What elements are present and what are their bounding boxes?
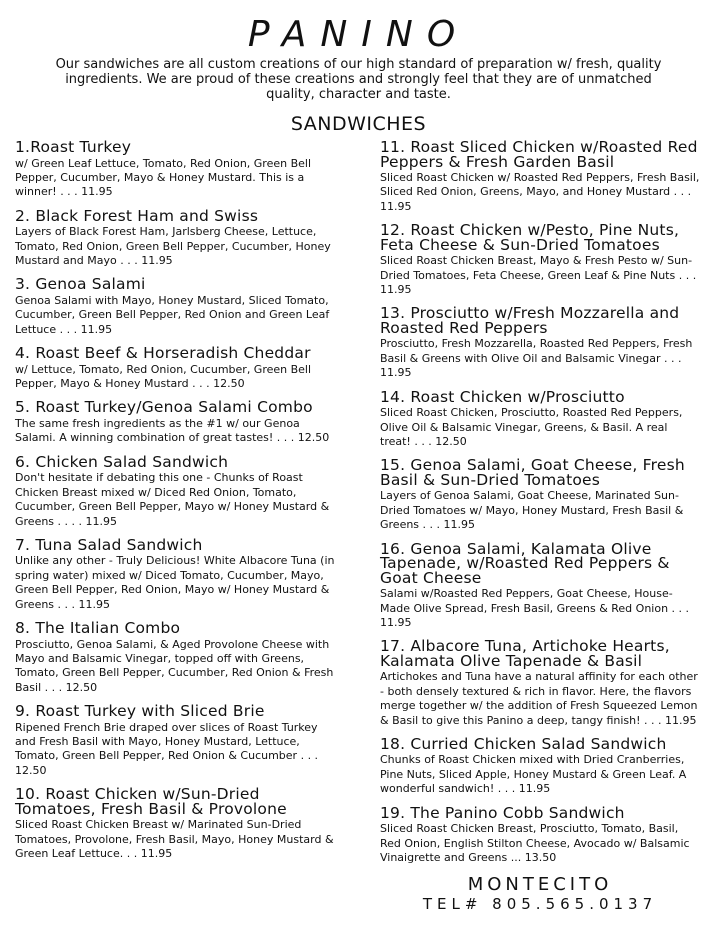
menu-item-description: Sliced Roast Chicken Breast w/ Marinated Sun-Dried Tomatoes, Provolone, Fresh Basil, Mayo, Honey Mustard & Green Leaf Lettuce. . . 11.95 <box>15 818 334 861</box>
menu-item <box>15 704 335 778</box>
menu-item <box>15 452 335 529</box>
menu-item-name: 1.Roast Turkey <box>15 138 132 156</box>
menu-item-description: w/ Green Leaf Lettuce, Tomato, Red Onion, Green Bell Pepper, Cucumber, Mayo & Honey Mustard. This is a winner! . . . 11.95 <box>15 156 312 199</box>
menu-item-name: 10. Roast Chicken w/Sun-Dried Tomatoes, Fresh Basil & Provolone <box>15 785 287 818</box>
menu-item <box>380 387 700 450</box>
menu-item-description: Sliced Roast Chicken Breast, Prosciutto, Tomato, Basil, Red Onion, English Stilton Cheese, Avocado w/ Balsamic Vinaigrette and Greens ... 13.50 <box>380 822 690 864</box>
menu-item-description: Prosciutto, Fresh Mozzarella, Roasted Red Peppers, Fresh Basil & Greens with Olive Oil and Balsamic Vinegar . . . 11.95 <box>380 337 693 380</box>
menu-item-name: 14. Roast Chicken w/Prosciutto <box>380 387 625 406</box>
menu-item <box>380 223 700 297</box>
menu-item <box>380 458 700 532</box>
menu-item-name: 18. Curried Chicken Salad Sandwich <box>380 734 667 753</box>
menu-column-right <box>380 140 700 874</box>
menu-item <box>380 539 700 631</box>
section-title: SANDWICHES <box>290 113 427 135</box>
menu-item-description: Prosciutto, Genoa Salami, & Aged Provolone Cheese with Mayo and Balsamic Vinegar, topped off with Greens, Tomato, Green Bell Pepper, Cucumber, Red Onion & Fresh Basil . . . 12.50 <box>15 637 334 694</box>
menu-item-description: Don't hesitate if debating this one - Chunks of Roast Chicken Breast mixed w/ Diced Red Onion, Tomato, Cucumber, Green Bell Pepper, Mayo w/ Honey Mustard & Greens . . . . 11.95 <box>15 471 330 528</box>
menu-item <box>15 140 335 200</box>
menu-item <box>15 277 335 337</box>
intro-text: Our sandwiches are all custom creations of our high standard of preparation w/ fresh, quality ingredients. We are proud of these creations and strongly feel that they are of unmatched quality, character and taste. <box>55 57 662 102</box>
page-title: PANINO <box>247 14 470 55</box>
menu-item-description: Artichokes and Tuna have a natural affinity for each other - both densely textured & rich in flavor. Here, the flavors merge together w/ the addition of Fresh Squeezed Lemon & Basil to give this Panino a deep, tangy finish! . . . 11.95 <box>380 670 698 727</box>
menu-item-description: Chunks of Roast Chicken mixed with Dried Cranberries, Pine Nuts, Sliced Apple, Honey Mustard & Green Leaf. A wonderful sandwich! . . . 11.95 <box>380 753 687 796</box>
menu-item-name: 6. Chicken Salad Sandwich <box>15 452 229 471</box>
menu-item-description: Sliced Roast Chicken w/ Roasted Red Peppers, Fresh Basil, Sliced Red Onion, Greens, Mayo, and Honey Mustard . . . 11.95 <box>380 171 700 213</box>
menu-item <box>380 803 700 866</box>
menu-item <box>380 639 700 728</box>
menu-item-name: 7. Tuna Salad Sandwich <box>15 535 203 554</box>
menu-item <box>380 734 700 797</box>
menu-item <box>15 346 335 391</box>
menu-item-name: 12. Roast Chicken w/Pesto, Pine Nuts, Feta Cheese & Sun-Dried Tomatoes <box>380 221 680 254</box>
menu-item-description: Genoa Salami with Mayo, Honey Mustard, Sliced Tomato, Cucumber, Green Bell Pepper, Red Onion and Green Leaf Lettuce . . . 11.95 <box>15 293 330 336</box>
menu-item <box>15 206 335 269</box>
menu-item <box>380 306 700 380</box>
menu-item-name: 17. Albacore Tuna, Artichoke Hearts, Kalamata Olive Tapenade & Basil <box>380 637 670 670</box>
menu-item-name: 4. Roast Beef & Horseradish Cheddar <box>15 344 311 363</box>
menu-item-description: Layers of Genoa Salami, Goat Cheese, Marinated Sun-Dried Tomatoes w/ Mayo, Honey Mustard, Fresh Basil & Greens . . . 11.95 <box>380 489 684 532</box>
menu-item-name: 9. Roast Turkey with Sliced Brie <box>15 702 265 721</box>
menu-item-description: Salami w/Roasted Red Peppers, Goat Cheese, House-Made Olive Spread, Fresh Basil, Greens & Red Onion . . . 11.95 <box>380 587 690 629</box>
menu-item-description: Layers of Black Forest Ham, Jarlsberg Cheese, Lettuce, Tomato, Red Onion, Green Bell Pepper, Cucumber, Honey Mustard and Mayo . . . 11.95 <box>15 225 331 268</box>
menu-item-description: Sliced Roast Chicken Breast, Mayo & Fresh Pesto w/ Sun-Dried Tomatoes, Feta Cheese, Green Leaf & Pine Nuts . . . 11.95 <box>380 254 697 297</box>
menu-item-description: w/ Lettuce, Tomato, Red Onion, Cucumber, Green Bell Pepper, Mayo & Honey Mustard . . . 12.50 <box>15 362 312 391</box>
location-name: MONTECITO <box>467 874 613 895</box>
menu-item <box>380 140 700 214</box>
menu-item <box>15 535 335 612</box>
menu-column-left <box>15 140 335 871</box>
menu-item <box>15 787 335 861</box>
menu-item-description: Sliced Roast Chicken, Prosciutto, Roasted Red Peppers, Olive Oil & Balsamic Vinegar, Greens, & Basil. A real treat! . . . 12.50 <box>380 406 683 448</box>
menu-item-name: 5. Roast Turkey/Genoa Salami Combo <box>15 398 313 417</box>
menu-item-name: 19. The Panino Cobb Sandwich <box>380 803 625 822</box>
menu-item-name: 11. Roast Sliced Chicken w/Roasted Red Peppers & Fresh Garden Basil <box>380 138 698 171</box>
menu-item-name: 15. Genoa Salami, Goat Cheese, Fresh Basil & Sun-Dried Tomatoes <box>380 456 685 489</box>
menu-item-name: 3. Genoa Salami <box>15 275 146 294</box>
phone-number: TEL# 805.565.0137 <box>422 895 658 913</box>
menu-item-description: Unlike any other - Truly Delicious! White Albacore Tuna (in spring water) mixed w/ Diced Tomato, Cucumber, Mayo, Green Bell Pepper, Red Onion, Mayo w/ Honey Mustard & Greens . . . 11.95 <box>15 554 335 611</box>
menu-item <box>15 621 335 695</box>
menu-item-name: 16. Genoa Salami, Kalamata Olive Tapenade, w/Roasted Red Peppers & Goat Cheese <box>380 539 670 587</box>
menu-item-name: 2. Black Forest Ham and Swiss <box>15 206 259 225</box>
menu-item-name: 8. The Italian Combo <box>15 619 181 638</box>
menu-item-description: Ripened French Brie draped over slices of Roast Turkey and Fresh Basil with Mayo, Honey Mustard, Lettuce, Tomato, Green Bell Pepper, Red Onion & Cucumber . . . 12.50 <box>15 720 319 777</box>
menu-item <box>15 400 335 445</box>
menu-item-description: The same fresh ingredients as the #1 w/ our Genoa Salami. A winning combination of great tastes! . . . 12.50 <box>15 416 330 445</box>
menu-item-name: 13. Prosciutto w/Fresh Mozzarella and Roasted Red Peppers <box>380 304 680 337</box>
